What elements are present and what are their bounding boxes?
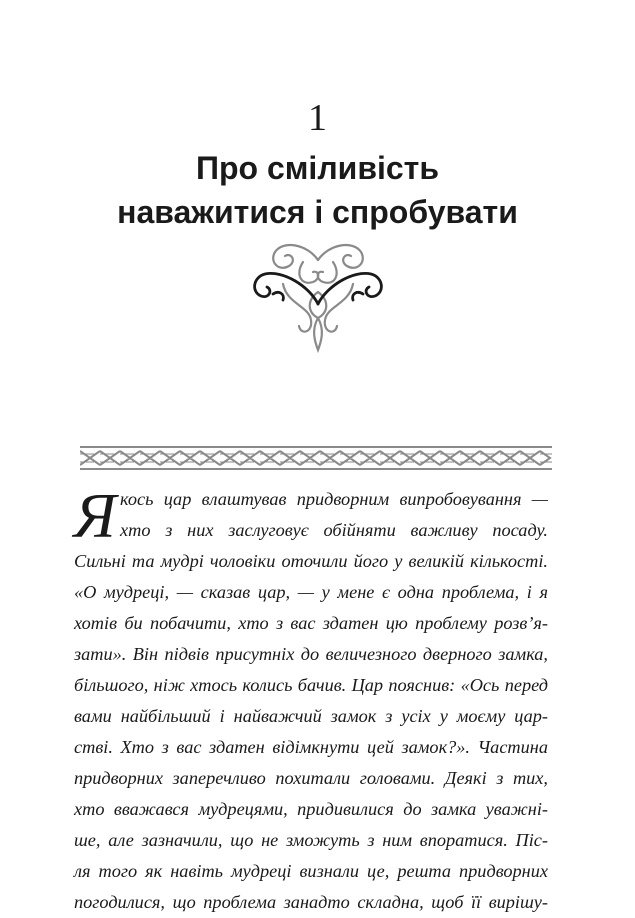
text-line: хотів би побачити, хто з вас здатен цю проблему розв’я-: [74, 613, 548, 633]
text-line: Сильні та мудрі чоловіки оточили його у великій кількості.: [74, 551, 548, 571]
heart-knot-ornament-icon: [243, 234, 393, 354]
chapter-title-line-2: наважитися і спробувати: [117, 194, 518, 230]
text-line: стві. Хто з вас здатен відімкнути цей замок?». Частина: [74, 737, 548, 757]
text-line: «О мудреці, — сказав цар, — у мене є одна проблема, і я: [74, 582, 548, 602]
woven-border-icon: [80, 444, 552, 472]
text-line: вами найбільший і найважчий замок з усіх у моєму цар-: [74, 706, 548, 726]
text-line: зати». Він підвів присутніх до величезного дверного замка,: [74, 644, 548, 664]
text-line: більшого, ніж хтось колись бачив. Цар пояснив: «Ось перед: [74, 675, 548, 695]
text-line: ля того як навіть мудреці визнали це, решта придворних: [74, 861, 548, 881]
chapter-number: 1: [308, 97, 327, 139]
text-line: хто з них заслуговує обійняти важливу посаду.: [120, 520, 548, 540]
chapter-title: [0, 146, 635, 234]
chapter-title-line-1: Про сміливість: [195, 150, 440, 186]
body-text: [74, 480, 548, 918]
text-line: ше, але зазначили, що не зможуть з ним впоратися. Піс-: [74, 830, 548, 850]
text-line: хто вважався мудрецями, придивилися до замка уважні-: [74, 799, 548, 819]
text-line: погодилися, що проблема занадто складна, щоб її вирішу-: [74, 892, 548, 912]
text-line: придворних заперечливо похитали головами. Деякі з тих,: [74, 768, 548, 788]
drop-cap: Я: [74, 480, 117, 551]
text-line: кось цар влаштував придворним випробовування —: [120, 489, 548, 509]
